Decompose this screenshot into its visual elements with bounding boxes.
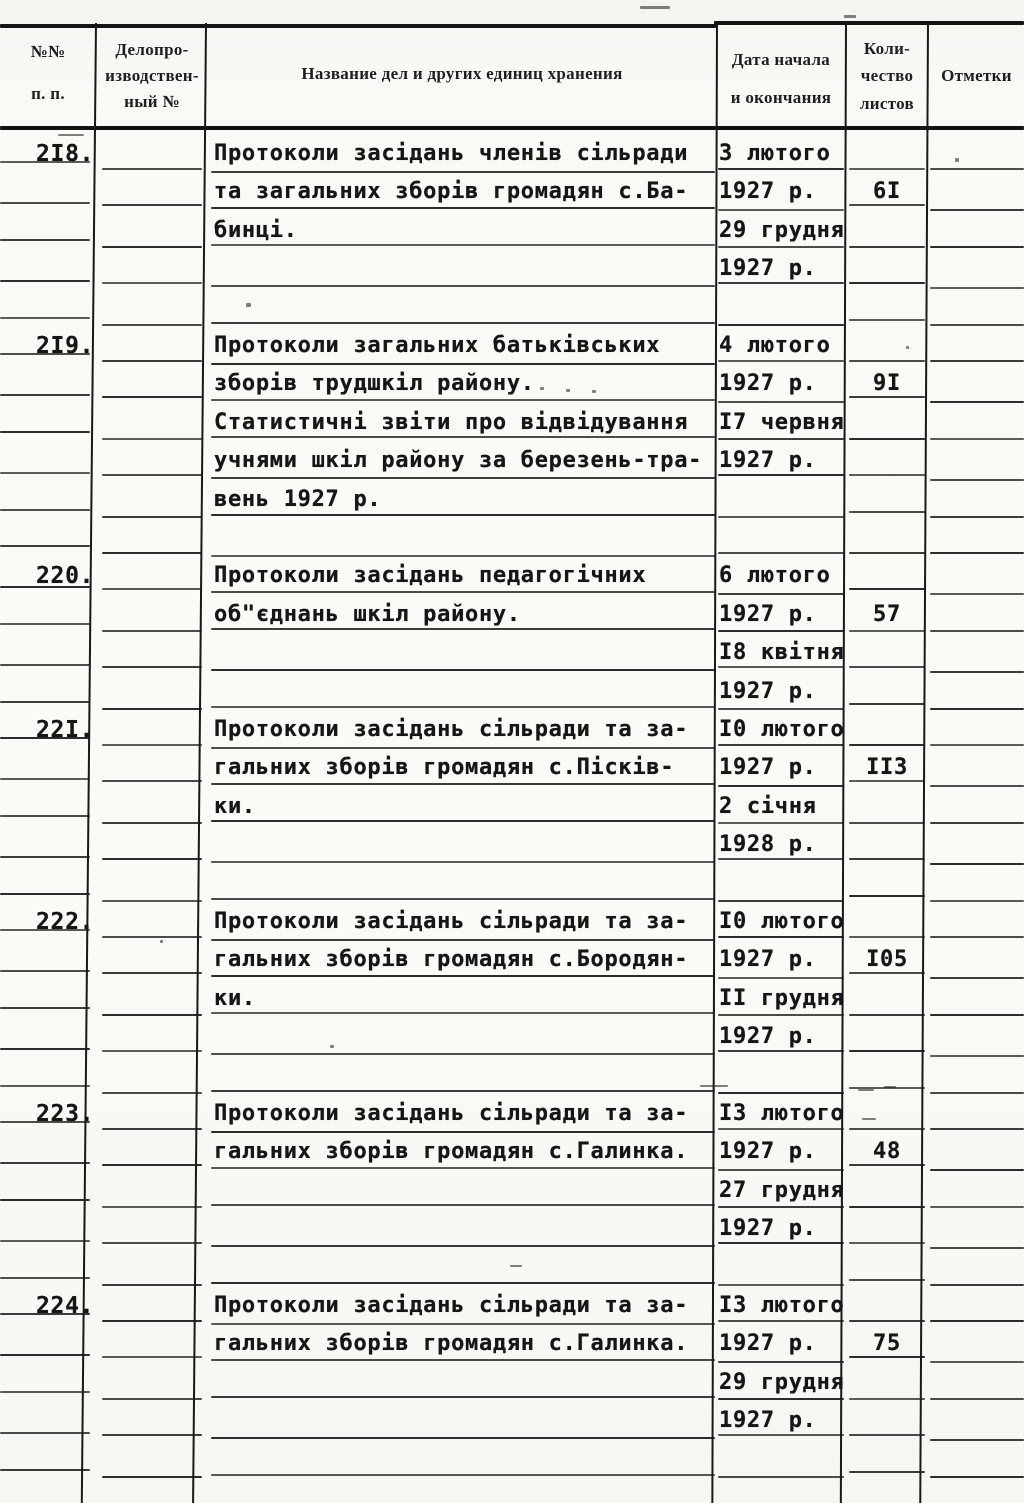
rule-line — [211, 1359, 715, 1361]
row-number: 224. — [36, 1293, 95, 1319]
rule-line — [930, 822, 1024, 824]
rule-line — [930, 324, 1024, 326]
ink-speck — [906, 346, 909, 349]
date-line: 1927 р. — [719, 601, 817, 627]
date-line: 1927 р. — [719, 256, 817, 282]
date-line: 29 грудня — [719, 1369, 845, 1395]
rule-line — [211, 939, 715, 941]
rule-line — [211, 1323, 715, 1325]
rule-line — [849, 1014, 925, 1016]
rule-line — [718, 900, 844, 902]
rule-line — [718, 1398, 844, 1400]
rule-line — [930, 671, 1024, 673]
row-number: 223. — [36, 1101, 95, 1127]
rule-line — [0, 1085, 90, 1087]
header-record-column: Делопро- — [115, 40, 189, 59]
row-number: 2I8. — [36, 141, 95, 167]
rule-line — [102, 1164, 202, 1166]
rule-line — [849, 588, 925, 590]
date-line: 1927 р. — [719, 1331, 817, 1357]
rule-line — [211, 1396, 715, 1398]
rule-line — [849, 822, 925, 824]
rule-line — [849, 1279, 925, 1281]
rule-line — [0, 701, 90, 703]
rule-line — [102, 972, 202, 974]
rule-line — [211, 591, 715, 593]
rule-line — [930, 209, 1024, 211]
rule-line — [930, 1014, 1024, 1016]
rule-line — [930, 438, 1024, 440]
rule-line — [102, 1128, 202, 1130]
rule-line — [718, 822, 844, 824]
title-line: Протоколи засідань членів сільради — [214, 141, 689, 166]
rule-line — [718, 516, 844, 518]
rule-line — [102, 708, 202, 710]
rule-line — [0, 1199, 90, 1201]
rule-line — [930, 516, 1024, 518]
rule-line — [930, 360, 1024, 362]
ink-speck — [700, 1085, 728, 1087]
rule-line — [718, 1092, 844, 1094]
rule-line — [102, 204, 202, 206]
rule-line — [0, 509, 90, 511]
rule-line — [930, 479, 1024, 481]
rule-line — [718, 785, 844, 787]
date-line: 1928 р. — [719, 832, 817, 858]
rule-line — [102, 666, 202, 668]
ink-speck — [844, 15, 856, 18]
rule-line — [0, 1162, 90, 1164]
ink-speck — [540, 387, 544, 390]
rule-line — [930, 708, 1024, 710]
ink-speck — [640, 6, 670, 9]
header-sheets-column: Коли- — [863, 39, 911, 58]
ink-speck — [566, 389, 570, 392]
header-number-column: №№ — [30, 42, 66, 61]
rule-line — [930, 1284, 1024, 1286]
rule-line — [211, 555, 715, 557]
title-line: Статистичні звіти про відвідування — [214, 409, 689, 435]
rule-line — [718, 324, 844, 326]
rule-line — [930, 977, 1024, 979]
title-line: Протоколи засідань сільради та за- — [214, 717, 689, 742]
rule-line — [0, 394, 90, 396]
rule-line — [211, 399, 715, 401]
column-divider — [192, 23, 207, 1503]
rule-line — [849, 895, 925, 897]
ink-speck — [884, 1086, 896, 1088]
rule-line — [718, 1284, 844, 1286]
rule-line — [211, 669, 715, 671]
rule-line — [211, 1012, 715, 1014]
rule-line — [102, 588, 202, 590]
date-line: 1927 р. — [719, 947, 817, 973]
rule-line — [718, 552, 844, 554]
rule-line — [211, 1245, 715, 1247]
rule-line — [930, 1092, 1024, 1094]
rule-line — [102, 744, 202, 746]
rule-line — [930, 1169, 1024, 1171]
rule-line — [718, 209, 844, 211]
rule-line — [0, 778, 90, 780]
rule-line — [718, 401, 844, 403]
date-line: 3 лютого — [719, 141, 831, 166]
ink-speck — [246, 303, 251, 307]
rule-line — [102, 1242, 202, 1244]
title-line: Протоколи засідань сільради та за- — [214, 909, 689, 934]
rule-line — [930, 593, 1024, 595]
rule-line — [211, 322, 715, 324]
rule-line — [718, 438, 844, 440]
title-line: учнями шкіл району за березень-тра- — [214, 448, 703, 474]
date-line: 2 січня — [719, 793, 817, 819]
rule-line — [0, 202, 90, 204]
rule-line — [849, 703, 925, 705]
rule-line — [211, 783, 715, 785]
rule-line — [102, 168, 202, 170]
rule-line — [930, 1476, 1024, 1478]
rule-line — [930, 246, 1024, 248]
rule-line — [211, 1053, 715, 1055]
rule-line — [211, 363, 715, 365]
rule-line — [211, 861, 715, 863]
rule-line — [849, 282, 925, 284]
title-line: бинці. — [214, 217, 298, 243]
rule-line — [102, 246, 202, 248]
rule-line — [849, 1434, 925, 1436]
date-line: 1927 р. — [719, 1408, 817, 1434]
rule-line — [211, 207, 715, 209]
rule-line — [0, 815, 90, 817]
title-line: гальних зборів громадян с.Галинка. — [214, 1331, 689, 1357]
header-title-column: Название дел и других единиц хранения — [301, 64, 623, 83]
rule-line — [102, 858, 202, 860]
row-number: 2I9. — [36, 333, 95, 359]
sheet-count: I05 — [866, 947, 908, 973]
rule-line — [102, 1284, 202, 1286]
rule-line — [102, 936, 202, 938]
ink-speck — [330, 1045, 334, 1048]
rule-line — [102, 822, 202, 824]
rule-line — [930, 287, 1024, 289]
date-line: 4 лютого — [719, 333, 831, 358]
rule-line — [930, 1128, 1024, 1130]
rule-line — [718, 1361, 844, 1363]
rule-line — [102, 1434, 202, 1436]
rule-line — [0, 280, 90, 282]
rule-line — [849, 1398, 925, 1400]
rule-line — [211, 898, 715, 900]
rule-line — [849, 168, 925, 170]
rule-line — [211, 477, 715, 479]
rule-line — [930, 630, 1024, 632]
rule-line — [930, 1320, 1024, 1322]
rule-line — [849, 1050, 925, 1052]
rule-line — [0, 545, 90, 547]
sheet-count: 6I — [873, 179, 901, 205]
rule-line — [211, 171, 715, 173]
rule-line — [211, 706, 715, 708]
rule-line — [102, 438, 202, 440]
date-line: 1927 р. — [719, 755, 817, 781]
ink-speck — [858, 1089, 874, 1091]
sheet-count: II3 — [866, 755, 908, 781]
rule-line — [849, 1206, 925, 1208]
rule-line — [211, 1131, 715, 1133]
rule-line — [718, 630, 844, 632]
row-number: 222. — [36, 909, 95, 935]
header-record-column: ный № — [124, 92, 180, 111]
ink-speck — [955, 158, 959, 162]
ink-speck — [862, 1118, 876, 1120]
rule-line — [849, 630, 925, 632]
rule-line — [0, 1048, 90, 1050]
title-line: гальних зборів громадян с.Бородян- — [214, 947, 689, 973]
rule-line — [102, 900, 202, 902]
rule-line — [102, 1014, 202, 1016]
rule-line — [102, 780, 202, 782]
date-line: II грудня — [719, 985, 845, 1011]
rule-line — [849, 744, 925, 746]
rule-line — [849, 1471, 925, 1473]
rule-line — [102, 630, 202, 632]
rule-line — [0, 856, 90, 858]
rule-line — [849, 1128, 925, 1130]
date-line: 1927 р. — [719, 678, 817, 704]
date-line: I3 лютого — [719, 1101, 845, 1126]
rule-line — [0, 1240, 90, 1242]
rule-line — [718, 1169, 844, 1171]
header-number-column: п. п. — [31, 84, 65, 103]
date-line: 27 грудня — [719, 1177, 845, 1203]
date-line: 6 лютого — [719, 563, 831, 589]
header-dates-column: и окончания — [730, 88, 832, 107]
rule-line — [849, 1320, 925, 1322]
rule-line — [718, 593, 844, 595]
sheet-count: 48 — [873, 1139, 901, 1165]
rule-line — [211, 975, 715, 977]
rule-line — [718, 708, 844, 710]
rule-line — [0, 664, 90, 666]
rule-line — [0, 623, 90, 625]
rule-line — [930, 1398, 1024, 1400]
rule-line — [0, 1277, 90, 1279]
header-sheets-column: чество — [860, 66, 914, 85]
rule-line — [211, 285, 715, 287]
rule-line — [211, 1167, 715, 1169]
ink-speck — [592, 390, 596, 393]
rule-line — [930, 552, 1024, 554]
rule-line — [211, 1204, 715, 1206]
rule-line — [930, 1439, 1024, 1441]
rule-line — [0, 970, 90, 972]
rule-line — [930, 401, 1024, 403]
rule-line — [102, 1320, 202, 1322]
header-sheets-column: листов — [859, 94, 915, 113]
row-number: 22I. — [36, 717, 95, 743]
title-line: зборів трудшкіл району. — [214, 371, 535, 397]
title-line: та загальних зборів громадян с.Ба- — [214, 179, 689, 205]
date-line: I0 лютого — [719, 909, 845, 934]
sheet-count: 9I — [873, 371, 901, 397]
rule-line — [849, 246, 925, 248]
ink-speck — [510, 1265, 522, 1267]
rule-line — [211, 820, 715, 822]
ink-speck — [58, 134, 84, 136]
title-line: об"єднань шкіл району. — [214, 601, 521, 627]
rule-line — [0, 1007, 90, 1009]
ink-speck — [160, 940, 163, 943]
rule-line — [102, 1206, 202, 1208]
rule-line — [0, 472, 90, 474]
title-line: Протоколи засідань сільради та за- — [214, 1101, 689, 1126]
title-line: гальних зборів громадян с.Пісків- — [214, 755, 675, 781]
rule-line — [102, 1476, 202, 1478]
header-notes-column: Отметки — [941, 66, 1012, 85]
rule-line — [102, 552, 202, 554]
rule-line — [849, 1242, 925, 1244]
rule-line — [718, 977, 844, 979]
date-line: 1927 р. — [719, 371, 817, 397]
rule-line — [0, 893, 90, 895]
rule-line — [718, 1206, 844, 1208]
rule-line — [102, 360, 202, 362]
date-line: 1927 р. — [719, 1216, 817, 1242]
rule-line — [102, 1356, 202, 1358]
rule-line — [930, 1055, 1024, 1057]
rule-line — [718, 1476, 844, 1478]
date-line: 29 грудня — [719, 217, 845, 243]
title-line: Протоколи засідань педагогічних — [214, 563, 647, 589]
rule-line — [930, 785, 1024, 787]
date-line: 1927 р. — [719, 1024, 817, 1050]
rule-line — [0, 239, 90, 241]
rule-line — [102, 1398, 202, 1400]
title-line: вень 1927 р. — [214, 486, 382, 512]
date-line: I8 квітня — [719, 640, 845, 666]
title-line: гальних зборів громадян с.Галинка. — [214, 1139, 689, 1165]
rule-line — [211, 1090, 715, 1092]
rule-line — [849, 858, 925, 860]
row-number: 220. — [36, 563, 95, 590]
rule-line — [718, 246, 844, 248]
rule-line — [849, 360, 925, 362]
date-line: I7 червня — [719, 409, 845, 435]
title-line: ки. — [214, 985, 256, 1011]
date-line: 1927 р. — [719, 1139, 817, 1165]
column-divider — [81, 23, 97, 1503]
rule-line — [849, 319, 925, 321]
rule-line — [211, 1474, 715, 1476]
rule-line — [0, 1354, 90, 1356]
date-line: I0 лютого — [719, 717, 845, 742]
rule-line — [930, 168, 1024, 170]
rule-line — [102, 1050, 202, 1052]
rule-line — [930, 744, 1024, 746]
rule-line — [211, 1282, 715, 1284]
sheet-count: 75 — [873, 1331, 901, 1357]
date-line: I3 лютого — [719, 1293, 845, 1318]
rule-line — [211, 1437, 715, 1439]
rule-line — [102, 324, 202, 326]
rule-line — [0, 431, 90, 433]
rule-line — [102, 474, 202, 476]
header-dates-column: Дата начала — [731, 50, 831, 69]
rule-line — [0, 1391, 90, 1393]
title-line: Протоколи загальних батьківських — [214, 333, 661, 358]
rule-line — [930, 1206, 1024, 1208]
rule-line — [849, 438, 925, 440]
rule-line — [102, 282, 202, 284]
rule-line — [930, 936, 1024, 938]
rule-line — [102, 516, 202, 518]
rule-line — [930, 863, 1024, 865]
rule-line — [849, 666, 925, 668]
rule-line — [849, 511, 925, 513]
rule-line — [102, 396, 202, 398]
rule-line — [0, 1432, 90, 1434]
date-line: 1927 р. — [719, 179, 817, 205]
rule-line — [930, 1247, 1024, 1249]
title-line: Протоколи засідань сільради та за- — [214, 1293, 689, 1318]
rule-line — [211, 747, 715, 749]
date-line: 1927 р. — [719, 448, 817, 474]
rule-line — [930, 900, 1024, 902]
header-record-column: изводствен- — [105, 66, 199, 85]
table-top-border — [714, 21, 1024, 25]
rule-line — [849, 552, 925, 554]
sheet-count: 57 — [873, 601, 901, 627]
rule-line — [0, 1469, 90, 1471]
title-line: ки. — [214, 793, 256, 819]
rule-line — [849, 474, 925, 476]
rule-line — [930, 1361, 1024, 1363]
rule-line — [718, 1014, 844, 1016]
rule-line — [102, 1092, 202, 1094]
rule-line — [849, 936, 925, 938]
header-separator — [0, 126, 1024, 130]
table-top-border — [0, 24, 716, 28]
rule-line — [0, 317, 90, 319]
